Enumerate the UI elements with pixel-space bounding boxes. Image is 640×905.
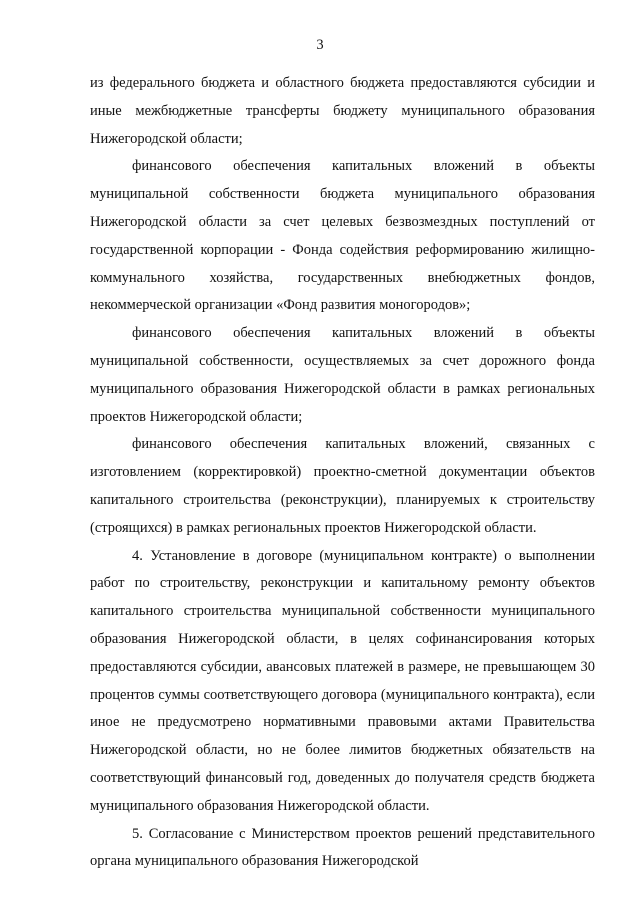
document-body	[90, 70, 595, 876]
paragraph-item-5: 5. Согласование с Министерством проектов решений представительного органа муниципального образования Нижегородской	[90, 825, 595, 870]
paragraph-item-4: 4. Установление в договоре (муниципальном контракте) о выполнении работ по строительству, реконструкции и капитальному ремонту объектов капитального строительства муниципальной собственности муниципального образования Нижегородской области, в целях софинансирования которых предоставляются субсидии, авансовых платежей в размере, не превышающем 30 процентов суммы соответствующего договора (муниципального контракта), если иное не предусмотрено нормативными правовыми актами Правительства Нижегородской области, но не более лимитов бюджетных обязательств на соответствующий финансовый год, доведенных до получателя средств бюджета муниципального образования Нижегородской области.	[90, 547, 595, 814]
paragraph-continuation: из федерального бюджета и областного бюджета предоставляются субсидии и иные межбюджетные трансферты бюджету муниципального образования Нижегородской области;	[90, 75, 595, 147]
page-number: 3	[316, 37, 324, 53]
paragraph-road-fund: финансового обеспечения капитальных вложений в объекты муниципальной собственности, осуществляемых за счет дорожного фонда муниципального образования Нижегородской области в рамках региональных проектов Нижегородской области;	[90, 325, 595, 425]
paragraph-design-documentation: финансового обеспечения капитальных вложений, связанных с изготовлением (корректировкой) проектно-сметной документации объектов капитального строительства (реконструкции), планируемых к строительству (строящихся) в рамках региональных проектов Нижегородской области.	[90, 436, 595, 536]
paragraph-state-corporation-funding: финансового обеспечения капитальных вложений в объекты муниципальной собственности бюджета муниципального образования Нижегородской области за счет целевых безвозмездных поступлений от государственной корпорации - Фонда содействия реформированию жилищно-коммунального хозяйства, государственных внебюджетных фондов, некоммерческой организации «Фонд развития моногородов»;	[90, 158, 595, 314]
